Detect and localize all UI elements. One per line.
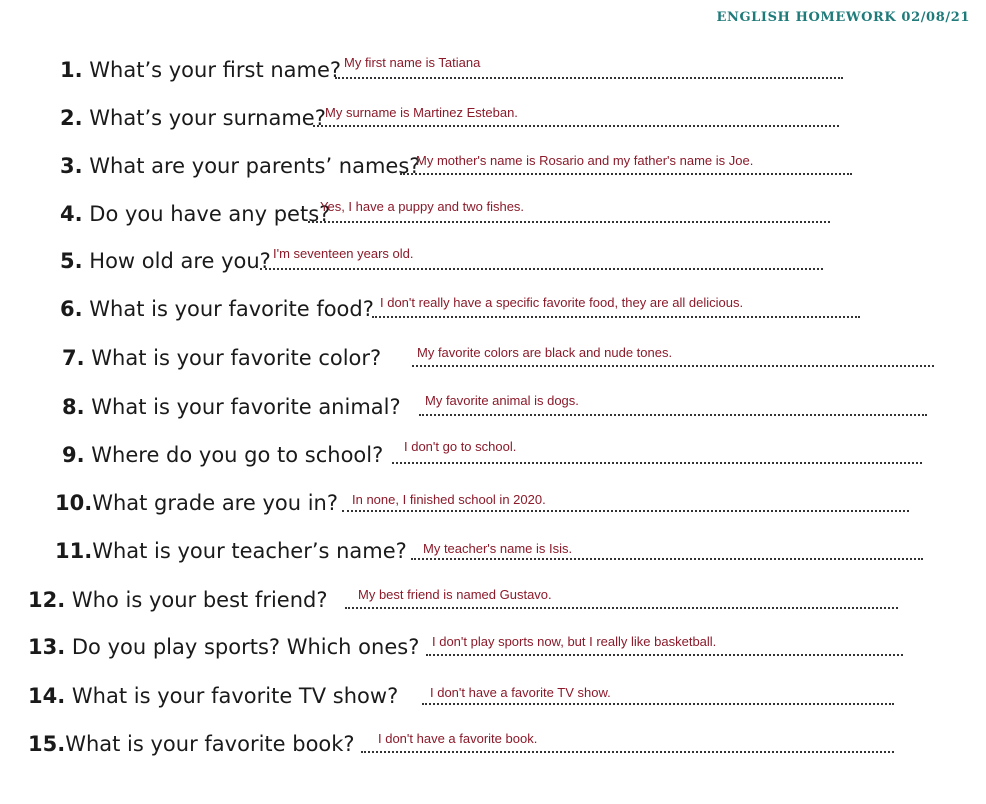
question-label: What is your favorite food? — [89, 297, 374, 321]
question-label: What is your favorite TV show? — [71, 684, 399, 708]
question-row-1 — [60, 46, 850, 82]
answer-text[interactable]: My best friend is named Gustavo. — [358, 587, 552, 602]
question-label: What is your favorite book? — [65, 732, 355, 756]
question-text — [55, 491, 338, 515]
question-label: What is your favorite animal? — [91, 395, 401, 419]
question-text — [60, 106, 326, 130]
answer-line — [260, 268, 823, 270]
question-label: How old are you? — [89, 249, 271, 273]
answer-line — [392, 462, 922, 464]
question-text — [60, 58, 341, 82]
answer-line — [411, 558, 923, 560]
question-row-12 — [28, 576, 908, 612]
answer-text[interactable]: I don't play sports now, but I really like basketball. — [432, 634, 717, 649]
answer-text[interactable]: I don't really have a specific favorite food, they are all delicious. — [380, 295, 744, 310]
answer-text[interactable]: I'm seventeen years old. — [273, 246, 414, 261]
question-number: 6. — [60, 297, 83, 321]
answer-text[interactable]: My first name is Tatiana — [344, 55, 481, 70]
answer-text[interactable]: In none, I finished school in 2020. — [352, 492, 546, 507]
question-text — [60, 249, 271, 273]
question-row-13 — [28, 623, 908, 659]
question-text — [60, 154, 420, 178]
answer-line — [335, 77, 843, 79]
answer-line — [308, 221, 830, 223]
question-row-10 — [55, 479, 915, 515]
question-row-15 — [28, 720, 908, 756]
question-row-3 — [60, 142, 860, 178]
answer-line — [400, 173, 852, 175]
question-number: 4. — [60, 202, 83, 226]
question-number: 15. — [28, 732, 66, 756]
question-row-5 — [60, 237, 830, 273]
question-number: 12. — [28, 588, 66, 612]
question-number: 14. — [28, 684, 66, 708]
question-row-11 — [55, 527, 925, 563]
answer-text[interactable]: I don't go to school. — [404, 439, 517, 454]
question-row-14 — [28, 672, 908, 708]
question-text — [28, 684, 398, 708]
question-row-6 — [60, 285, 870, 321]
question-row-8 — [62, 383, 932, 419]
question-text — [62, 346, 381, 370]
answer-text[interactable]: I don't have a favorite book. — [378, 731, 538, 746]
question-label: What grade are you in? — [92, 491, 338, 515]
question-row-9 — [62, 431, 932, 467]
answer-text[interactable]: My favorite colors are black and nude tones. — [417, 345, 673, 360]
question-number: 2. — [60, 106, 83, 130]
question-number: 3. — [60, 154, 83, 178]
answer-line — [345, 607, 898, 609]
question-text — [28, 588, 328, 612]
answer-line — [372, 316, 860, 318]
answer-line — [361, 751, 894, 753]
question-label: Who is your best friend? — [71, 588, 328, 612]
answer-text[interactable]: Yes, I have a puppy and two fishes. — [320, 199, 525, 214]
question-label: What is your favorite color? — [91, 346, 382, 370]
answer-text[interactable]: My surname is Martinez Esteban. — [325, 105, 518, 120]
question-number: 5. — [60, 249, 83, 273]
page-title: ENGLISH HOMEWORK 02/08/21 — [716, 10, 970, 25]
question-row-2 — [60, 94, 850, 130]
question-text — [28, 732, 355, 756]
answer-line — [412, 365, 934, 367]
question-label: What’s your first name? — [89, 58, 342, 82]
answer-text[interactable]: My mother's name is Rosario and my father's name is Joe. — [416, 153, 754, 168]
answer-line — [313, 125, 839, 127]
question-number: 8. — [62, 395, 85, 419]
question-number: 9. — [62, 443, 85, 467]
question-text — [60, 202, 330, 226]
question-row-7 — [62, 334, 942, 370]
question-text — [55, 539, 407, 563]
question-label: What’s your surname? — [89, 106, 326, 130]
question-number: 7. — [62, 346, 85, 370]
answer-line — [422, 703, 894, 705]
answer-line — [426, 654, 903, 656]
question-number: 10. — [55, 491, 93, 515]
question-label: What is your teacher’s name? — [92, 539, 407, 563]
answer-text[interactable]: I don't have a favorite TV show. — [430, 685, 611, 700]
answer-line — [342, 510, 909, 512]
answer-text[interactable]: My favorite animal is dogs. — [425, 393, 579, 408]
question-label: Do you have any pets? — [89, 202, 331, 226]
question-text — [62, 395, 401, 419]
answer-line — [419, 414, 927, 416]
question-label: What are your parents’ names? — [89, 154, 421, 178]
question-number: 11. — [55, 539, 93, 563]
question-row-4 — [60, 190, 840, 226]
question-number: 13. — [28, 635, 66, 659]
question-number: 1. — [60, 58, 83, 82]
question-label: Do you play sports? Which ones? — [71, 635, 420, 659]
question-label: Where do you go to school? — [91, 443, 384, 467]
question-text — [62, 443, 383, 467]
answer-text[interactable]: My teacher's name is Isis. — [423, 541, 573, 556]
question-text — [28, 635, 419, 659]
question-text — [60, 297, 374, 321]
